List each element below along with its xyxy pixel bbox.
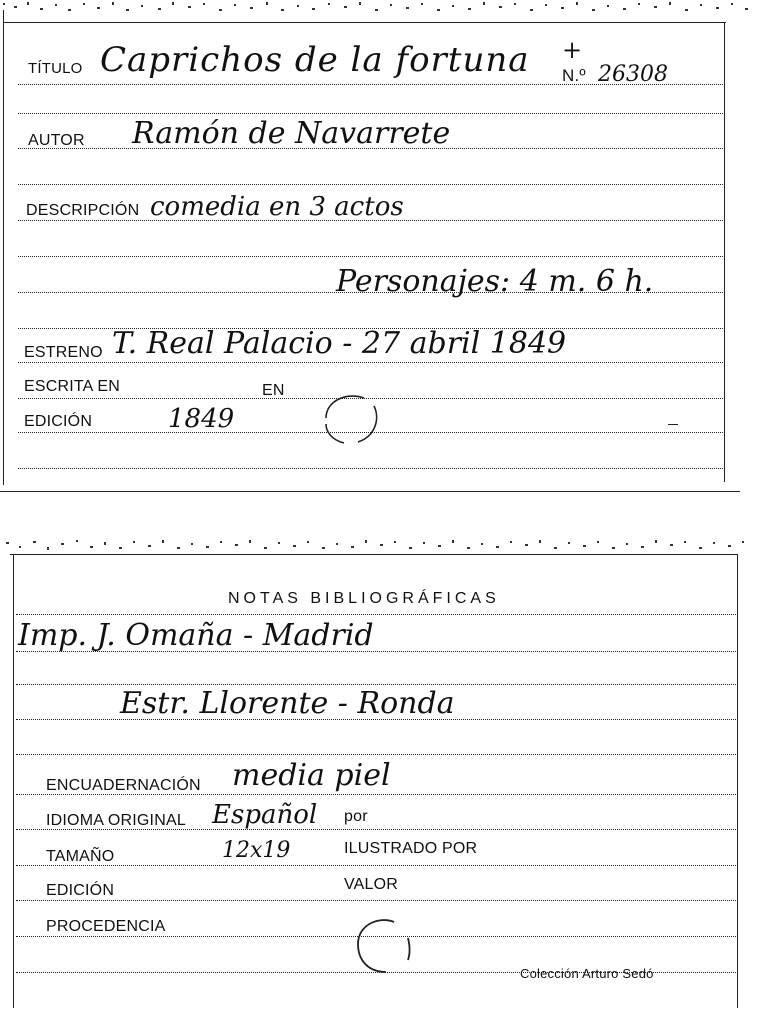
card-bottom-edge (0, 491, 740, 492)
ruled-line (16, 900, 736, 901)
titulo-label: TÍTULO (28, 60, 83, 77)
nota-estreno: Estr. Llorente - Ronda (120, 686, 455, 721)
autor-label: AUTOR (28, 132, 85, 149)
ruled-line (18, 184, 723, 185)
encuadernacion-value: media piel (232, 758, 391, 793)
card-left-border (13, 554, 14, 1008)
estreno-label: ESTRENO (24, 344, 103, 361)
idioma-label: IDIOMA ORIGINAL (46, 812, 186, 829)
ruled-line (16, 865, 736, 866)
ruled-line (16, 614, 736, 615)
procedencia-label: PROCEDENCIA (46, 918, 166, 935)
descripcion-label: DESCRIPCIÓN (26, 202, 140, 219)
autor-value: Ramón de Navarrete (132, 116, 451, 151)
card-top-border (10, 554, 738, 555)
ruled-line (18, 468, 723, 469)
tamano-label: TAMAÑO (46, 848, 115, 865)
card-top-edge-texture (0, 0, 759, 14)
punch-hole-icon (318, 388, 384, 448)
titulo-value: Caprichos de la fortuna (100, 40, 530, 80)
descripcion-value: comedia en 3 actos (150, 192, 404, 222)
ruled-line (18, 113, 723, 114)
idioma-value: Español (212, 800, 318, 830)
estreno-value: T. Real Palacio - 27 abril 1849 (112, 326, 567, 361)
valor-label: VALOR (344, 876, 399, 893)
dash-mark (668, 424, 678, 425)
catalog-card-front (0, 0, 759, 495)
ilustrado-label: ILUSTRADO POR (344, 840, 478, 857)
card-right-border (724, 22, 725, 482)
card-top-edge-texture (0, 538, 759, 552)
edicion-label: EDICIÓN (24, 413, 93, 430)
ruled-line (16, 754, 736, 755)
punch-hole-icon (350, 914, 416, 978)
card-right-border (737, 554, 738, 1008)
ruled-line (18, 362, 723, 363)
ruled-line (16, 684, 736, 685)
notas-heading: NOTAS BIBLIOGRÁFICAS (228, 590, 500, 607)
edicion-value: 1849 (168, 404, 235, 434)
nota-imprenta: Imp. J. Omaña - Madrid (18, 618, 374, 653)
card-top-border (4, 22, 726, 23)
encuadernacion-label: ENCUADERNACIÓN (46, 777, 201, 794)
en-label: EN (262, 382, 285, 399)
tamano-value: 12x19 (222, 838, 291, 863)
coleccion-label: Colección Arturo Sedó (520, 966, 654, 981)
edicion-label: EDICIÓN (46, 882, 115, 899)
cross-mark: + (562, 36, 583, 64)
escrita-en-label: ESCRITA EN (24, 378, 120, 395)
catalog-card-back (0, 538, 759, 1028)
numero-value: 26308 (598, 62, 668, 87)
personajes-value: Personajes: 4 m. 6 h. (336, 264, 654, 299)
por-label: por (344, 808, 368, 825)
numero-label: N.º (562, 66, 586, 85)
card-left-border (3, 10, 4, 485)
ruled-line (18, 256, 723, 257)
